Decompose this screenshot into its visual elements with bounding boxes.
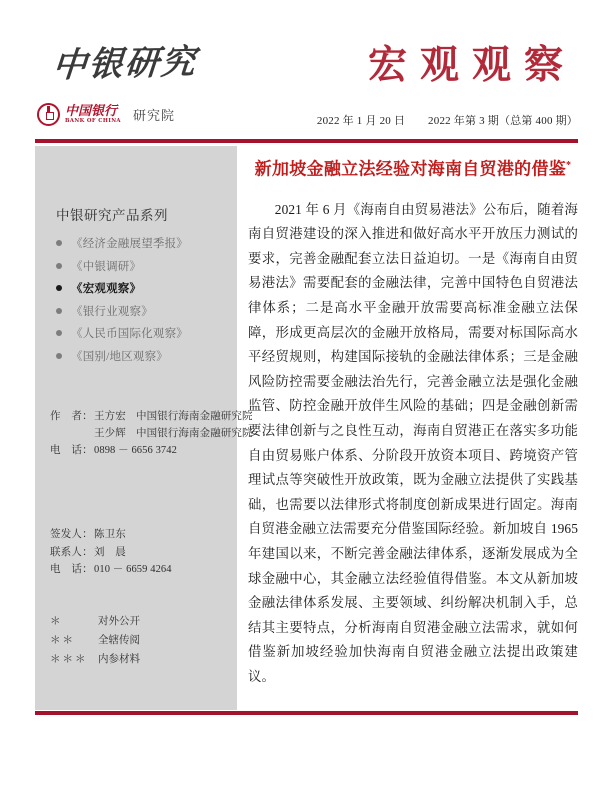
- sidebar-panel: [35, 146, 253, 710]
- sidebar-item-economic-outlook[interactable]: [56, 232, 231, 255]
- legend-mark: ＊＊: [50, 635, 75, 646]
- journal-title: 宏观观察: [367, 42, 576, 88]
- issuer-value: 陈卫东: [94, 529, 126, 540]
- bullet-icon: [56, 240, 62, 246]
- sidebar-item-label: 《经济金融展望季报》: [71, 238, 188, 251]
- bullet-icon: [56, 308, 62, 314]
- distribution-legend: [50, 612, 240, 669]
- product-series-list: [56, 232, 231, 367]
- legend-row-internal-circulation: [50, 631, 240, 650]
- sidebar-item-country-region[interactable]: [56, 345, 231, 368]
- author-name: 王少辉: [94, 428, 126, 439]
- sidebar-item-label: 《中银调研》: [71, 260, 142, 273]
- issuer-row: [50, 526, 240, 544]
- phone-value: 0898 － 6656 3742: [94, 445, 177, 456]
- article-content: [248, 152, 578, 690]
- footer-divider-rule: [35, 711, 578, 715]
- legend-row-restricted: [50, 650, 240, 669]
- contact-value: 刘 晨: [94, 546, 126, 558]
- publication-date: 2022 年 1 月 20 日: [316, 115, 406, 127]
- bullet-icon: [56, 353, 62, 359]
- sidebar-item-label: 《银行业观察》: [71, 305, 153, 318]
- author-meta-block: [50, 408, 253, 459]
- sidebar-item-banking-observation[interactable]: [56, 300, 231, 323]
- legend-row-public: [50, 612, 240, 631]
- author-phone-row: [50, 442, 240, 459]
- legend-label: 内参材料: [98, 654, 140, 665]
- bank-name-block: [65, 105, 121, 124]
- header-divider-rule: [35, 139, 578, 143]
- bank-name-en: BANK OF CHINA: [65, 117, 121, 124]
- contact-phone-row: [50, 561, 240, 579]
- legend-label: 全辖传阅: [98, 635, 140, 646]
- article-abstract: 2021 年 6 月《海南自由贸易港法》公布后，随着海南自贸港建设的深入推进和做好高水平开放压力测试的要求，完善金融配套立法日益迫切。一是《海南自由贸易港法》需要配套的金融法律，完善中国特色自贸港法律体系；二是高水平金融开放需要高标准金融立法保障，形成更高层次的金融开放格局，需要对标国际高水平经贸规则，构建国际接轨的金融法律体系；三是金融风险防控需要金融法治先行，完善金融立法是强化金融监管、防控金融开放伴生风险的基础；四是金融创新需要法律创新与之良性互动，海南自贸港正在落实多功能自由贸易账户体系、分阶段开放资本项目、跨境资产管理试点等突破性开放政策，既为金融立法提供了实践基础，也需要以法律形式将制度创新成果进行固定。海南自贸港金融立法需要充分借鉴国际经验。新加坡自 1965 年建国以来，不断完善金融法律体系，逐渐发展成为全球金融中心，其金融立法经验值得借鉴。本文从新加坡金融法律体系发展、主要领域、纠纷解决机制入手，总结其主要特点，分析海南自贸港金融立法需求，就如何借鉴新加坡经验加快海南自贸港金融立法提出政策建议。: [248, 201, 578, 684]
- bank-of-china-logo: [37, 103, 175, 126]
- sidebar-item-label: 《宏观观察》: [71, 283, 142, 296]
- legend-mark: ＊: [50, 616, 63, 627]
- issue-number: 2022 年第 3 期（总第 400 期）: [428, 115, 578, 127]
- institute-label: 研究院: [132, 108, 175, 123]
- issuer-label: 签发人：: [50, 529, 93, 540]
- sidebar-item-label: 《国别/地区观察》: [71, 350, 168, 363]
- contact-row: [50, 544, 240, 562]
- author-label: 作 者：: [50, 411, 93, 422]
- phone-label: 电 话：: [50, 445, 93, 456]
- sidebar-item-label: 《人民币国际化观察》: [71, 328, 188, 341]
- author-affiliation: 中国银行海南金融研究院: [136, 428, 253, 439]
- page-title: [248, 152, 578, 184]
- legend-label: 对外公开: [98, 616, 140, 627]
- boc-emblem-icon: [37, 103, 60, 126]
- bullet-icon: [56, 330, 62, 336]
- contact-meta-block: [50, 526, 240, 579]
- masthead: [35, 18, 578, 136]
- bullet-icon: [56, 285, 62, 291]
- article-title-text: 新加坡金融立法经验对海南自贸港的借鉴: [254, 159, 567, 179]
- sidebar-heading: 中银研究产品系列: [56, 208, 168, 223]
- sidebar-item-macro-observation[interactable]: [56, 277, 231, 300]
- contact-label: 联系人：: [50, 546, 93, 558]
- issue-line: [317, 112, 578, 128]
- author-row-secondary: [50, 425, 253, 442]
- author-name: 王方宏: [94, 411, 126, 422]
- brand-calligraphy-logo: 中银研究: [50, 42, 199, 86]
- title-footnote-marker: *: [566, 160, 572, 171]
- author-row-primary: [50, 408, 253, 425]
- bank-name-cn: 中国银行: [65, 103, 118, 119]
- phone-label: 电 话：: [50, 564, 93, 575]
- legend-mark: ＊＊＊: [50, 654, 88, 665]
- sidebar-item-rmb-internationalization[interactable]: [56, 322, 231, 345]
- bullet-icon: [56, 263, 62, 269]
- author-affiliation: 中国银行海南金融研究院: [136, 411, 253, 422]
- phone-value: 010 － 6659 4264: [94, 564, 172, 575]
- sidebar-item-boc-research[interactable]: [56, 255, 231, 278]
